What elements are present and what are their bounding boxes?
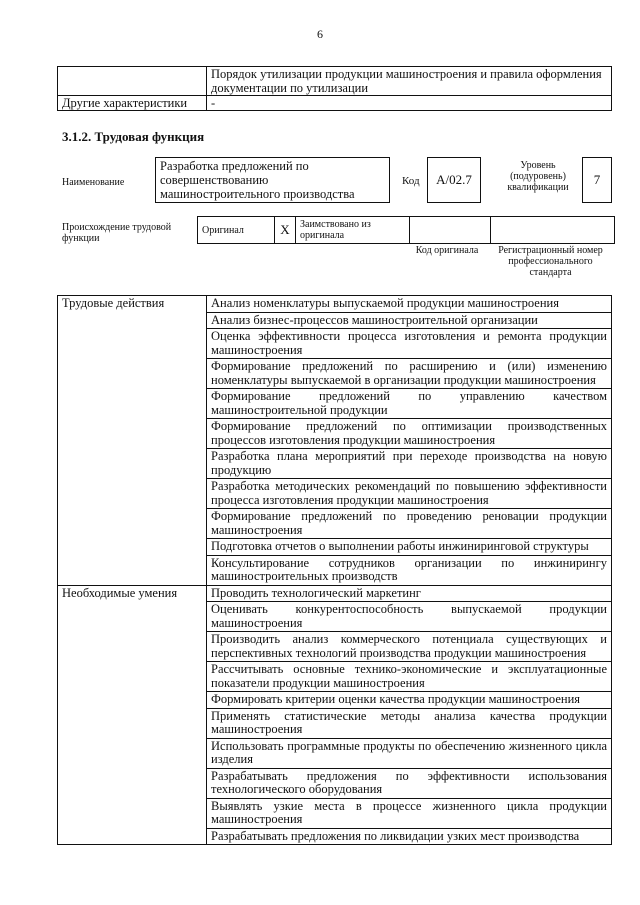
labor-actions-label: Трудовые действия — [58, 296, 207, 586]
required-skills-item: Оценивать конкурентоспособность выпускаемой продукции машиностроения — [207, 602, 612, 632]
table-row — [58, 296, 612, 313]
origin-table — [197, 216, 615, 244]
required-skills-item: Использовать программные продукты по обеспечению жизненного цикла изделия — [207, 738, 612, 768]
required-skills-item: Формировать критерии оценки качества продукции машиностроения — [207, 692, 612, 709]
required-skills-item: Применять статистические методы анализа качества продукции машиностроения — [207, 708, 612, 738]
required-skills-item: Производить анализ коммерческого потенциала существующих и перспективных технологий производства продукции машиностроения — [207, 632, 612, 662]
disposal-procedure-cell: Порядок утилизации продукции машиностроения и правила оформления документации по утилизации — [207, 67, 612, 96]
borrowed-label-cell: Заимствовано из оригинала — [296, 217, 410, 244]
required-skills-item: Выявлять узкие места в процессе жизненного цикла продукции машиностроения — [207, 798, 612, 828]
original-label-cell: Оригинал — [198, 217, 275, 244]
other-characteristics-label: Другие характеристики — [58, 96, 207, 111]
qualification-level-label: Уровень (подуровень) квалификации — [507, 160, 569, 193]
function-details-body — [58, 296, 612, 845]
continuation-table — [57, 66, 612, 111]
section-heading: 3.1.2. Трудовая функция — [62, 129, 205, 144]
required-skills-item: Разрабатывать предложения по эффективности использования технологического оборудования — [207, 768, 612, 798]
name-label: Наименование — [62, 177, 125, 188]
labor-actions-item: Оценка эффективности процесса изготовления и ремонта продукции машиностроения — [207, 329, 612, 359]
labor-actions-item: Разработка плана мероприятий при переходе производства на новую продукцию — [207, 449, 612, 479]
original-mark-cell: X — [275, 217, 296, 244]
table-row — [58, 67, 612, 96]
labor-actions-item: Формирование предложений по управлению качеством машиностроительной продукции — [207, 389, 612, 419]
required-skills-item: Проводить технологический маркетинг — [207, 585, 612, 602]
table-row — [58, 585, 612, 602]
labor-actions-item: Консультирование сотрудников организации по инжинирингу машиностроительных производств — [207, 555, 612, 585]
origin-label: Происхождение трудовой функции — [62, 222, 172, 244]
required-skills-item: Разрабатывать предложения по ликвидации узких мест производства — [207, 828, 612, 845]
table-row — [198, 217, 615, 244]
required-skills-item: Рассчитывать основные технико-экономические и эксплуатационные показатели продукции машиностроения — [207, 662, 612, 692]
code-original-cell — [410, 217, 491, 244]
labor-actions-item: Анализ бизнес-процессов машиностроительной организации — [207, 312, 612, 329]
labor-actions-item: Анализ номенклатуры выпускаемой продукции машиностроения — [207, 296, 612, 313]
other-characteristics-value: - — [207, 96, 612, 111]
table-row — [58, 96, 612, 111]
function-code-box: A/02.7 — [427, 157, 481, 203]
reg-number-cell — [491, 217, 615, 244]
reg-number-caption: Регистрационный номер профессионального стандарта — [498, 245, 603, 278]
labor-actions-item: Подготовка отчетов о выполнении работы инжиниринговой структуры — [207, 539, 612, 556]
code-label: Код — [402, 175, 420, 187]
labor-actions-item: Формирование предложений по оптимизации производственных процессов изготовления продукции машиностроения — [207, 419, 612, 449]
page-number: 6 — [317, 27, 323, 41]
function-name-box: Разработка предложений по совершенствованию машиностроительного производства — [155, 157, 390, 203]
function-details-table — [57, 295, 612, 845]
labor-actions-item: Разработка методических рекомендаций по повышению эффективности процесса изготовления продукции машиностроения — [207, 479, 612, 509]
required-skills-label: Необходимые умения — [58, 585, 207, 845]
labor-actions-item: Формирование предложений по проведению реновации продукции машиностроения — [207, 509, 612, 539]
empty-label-cell — [58, 67, 207, 96]
code-original-caption: Код оригинала — [415, 245, 479, 256]
labor-actions-item: Формирование предложений по расширению и (или) изменению номенклатуры выпускаемой в организации продукции машиностроения — [207, 359, 612, 389]
qualification-level-box: 7 — [582, 157, 612, 203]
